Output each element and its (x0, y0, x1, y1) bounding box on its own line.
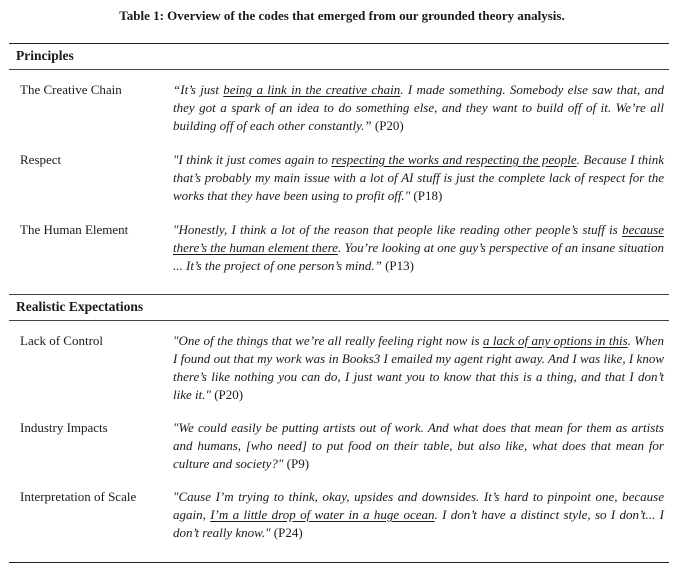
participant-cite: (P24) (270, 525, 303, 540)
section-title-principles: Principles (16, 48, 74, 63)
quote-pre: It’s just (180, 82, 224, 97)
code-label: Lack of Control (20, 333, 104, 348)
participant-cite: (P18) (410, 188, 443, 203)
quote-underline: respecting the works and respecting the people (331, 152, 577, 167)
code-label: Respect (20, 152, 62, 167)
quote-pre: Honestly, I think a lot of the reason that people like reading other people’s stuff is (178, 222, 623, 237)
code-label: The Creative Chain (20, 82, 122, 97)
participant-cite: (P13) (381, 258, 414, 273)
code-label: Industry Impacts (20, 420, 108, 435)
quote-pre: We could easily be putting artists out of work. And what does that mean for them as artists and humans, [who need] to put food on their table, but also like, what does that mean for culture and society? (173, 420, 664, 471)
section-divider-rule (9, 294, 669, 295)
quote-text (173, 81, 664, 135)
quote-underline: a lack of any options in this (482, 333, 628, 348)
quote-close: " (277, 456, 284, 471)
quote-close: ” (364, 118, 372, 133)
quote-post: . Because I think that’s probably my main issue with a lot of AI stuff is just the complete lack of respect for the works that they have been using to profit off. (173, 152, 664, 203)
quote-text (173, 221, 664, 275)
section-rule (9, 69, 669, 70)
bottom-rule (9, 562, 669, 563)
code-label: Interpretation of Scale (20, 489, 137, 504)
quote-underline: being a link in the creative chain (223, 82, 401, 97)
quote-post: . I made something. Somebody else saw that, and they got a spark of an idea to do something else, and they want to build off of it. We’re all building off of each other constantly. (173, 82, 665, 133)
table-caption: Table 1: Overview of the codes that emerged from our grounded theory analysis. (119, 8, 565, 23)
quote-text (173, 332, 664, 404)
section-title-realistic-expectations: Realistic Expectations (16, 299, 144, 314)
quote-open: " (173, 333, 179, 348)
quote-close: " (404, 188, 411, 203)
quote-close: " (205, 387, 211, 402)
quote-post: . When I found out that my work was in Books3 I emailed my agent right away. And I was like, I know there’s like nothing you can do, I just want you to know that this is a thing, and that I don’t like it. (173, 333, 664, 402)
quote-close: " (265, 525, 271, 540)
quote-open: " (173, 152, 179, 167)
quote-open: " (173, 420, 179, 435)
section-rule (9, 320, 669, 321)
quote-open: " (173, 222, 179, 237)
quote-underline: I’m a little drop of water in a huge ocean (210, 507, 435, 522)
participant-cite: (P9) (283, 456, 310, 471)
participant-cite: (P20) (210, 387, 244, 402)
quote-underline: because there’s the human element there (173, 222, 664, 255)
quote-open: " (173, 489, 179, 504)
quote-text (173, 488, 664, 542)
quote-post: . I don’t have a distinct style, so I don’t... I don’t really know. (173, 507, 664, 540)
quote-open: “ (173, 82, 181, 97)
code-label: The Human Element (20, 222, 129, 237)
quote-post: . You’re looking at one guy’s perspective of an insane situation ... It’s the project of one person’s mind. (173, 240, 664, 273)
quote-close: ” (374, 258, 382, 273)
top-rule (9, 43, 669, 44)
quote-text (173, 151, 664, 205)
quote-pre: One of the things that we’re all really feeling right now is (178, 333, 483, 348)
quote-pre: Cause I’m trying to think, okay, upsides and downsides. It’s hard to pinpoint one, because again, (173, 489, 664, 522)
quote-text (173, 419, 664, 473)
participant-cite: (P20) (371, 118, 404, 133)
quote-pre: I think it just comes again to (178, 152, 332, 167)
